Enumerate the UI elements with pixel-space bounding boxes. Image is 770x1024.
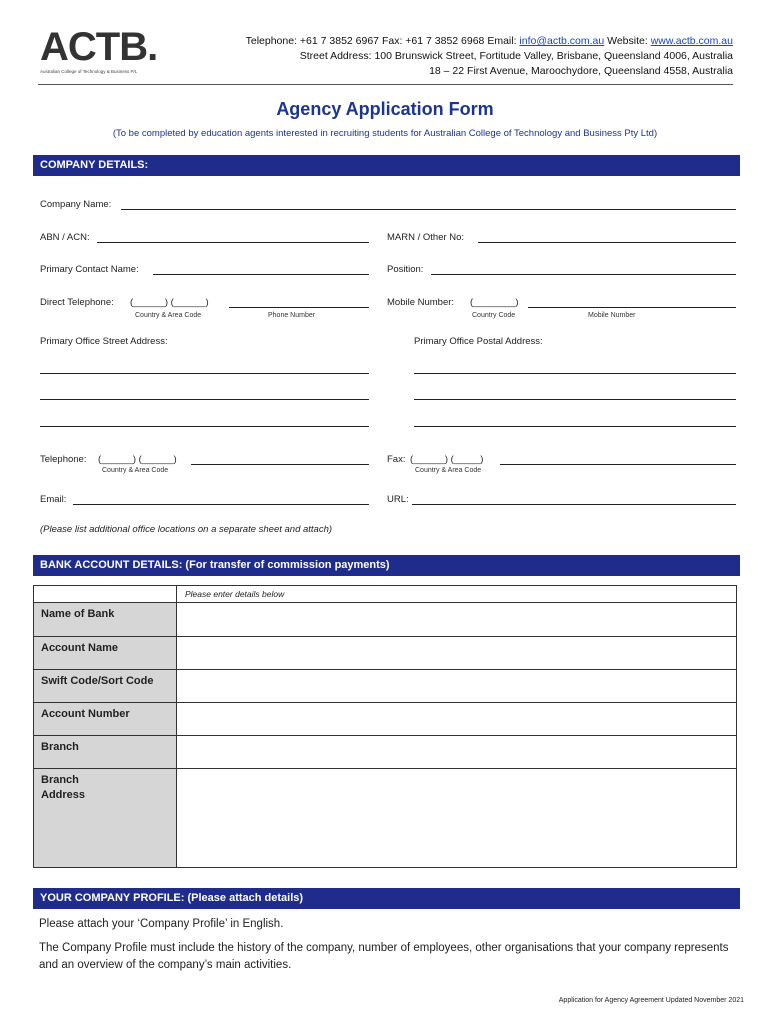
url-field[interactable]: [412, 504, 736, 505]
branch-input[interactable]: [177, 736, 736, 769]
contact-prefix: Telephone: +61 7 3852 6967 Fax: +61 7 3852 6968 Email:: [245, 35, 520, 47]
company-name-field[interactable]: [121, 209, 736, 210]
mobile-code-caption: Country Code: [472, 312, 516, 319]
mobile-number-label: Mobile Number:: [387, 297, 455, 308]
email-label: Email:: [40, 494, 67, 505]
postal-address-line-2[interactable]: [414, 399, 736, 400]
direct-tel-number-caption: Phone Number: [268, 312, 316, 319]
logo-subtext: Australian College of Technology & Business P/L: [40, 69, 138, 74]
table-value-column: [177, 603, 736, 867]
account-number-input[interactable]: [177, 703, 736, 736]
postal-address-line-1[interactable]: [414, 373, 736, 374]
additional-offices-note: (Please list additional office locations on a separate sheet and attach): [40, 524, 333, 535]
url-label: URL:: [387, 494, 409, 505]
fax-label: Fax:: [387, 454, 406, 465]
row-label-branch-address: Branch Address: [41, 774, 86, 801]
account-name-input[interactable]: [177, 637, 736, 670]
row-label-name-of-bank: Name of Bank: [34, 603, 176, 637]
row-label-account-number: Account Number: [34, 703, 176, 736]
street-address-label: Primary Office Street Address:: [40, 336, 168, 347]
bank-details-heading: BANK ACCOUNT DETAILS: (For transfer of commission payments): [33, 555, 740, 576]
profile-instruction-1: Please attach your ‘Company Profile’ in English.: [39, 918, 284, 930]
telephone-number-field[interactable]: [191, 464, 369, 465]
fax-number-field[interactable]: [500, 464, 736, 465]
row-label-swift-code: Swift Code/Sort Code: [34, 670, 176, 703]
street-address-line-2[interactable]: [40, 399, 369, 400]
table-label-column: [34, 603, 177, 867]
branch-address-input[interactable]: [177, 769, 736, 868]
postal-address-line-3[interactable]: [414, 426, 736, 427]
website-link[interactable]: www.actb.com.au: [650, 35, 733, 47]
company-profile-heading: YOUR COMPANY PROFILE: (Please attach details): [33, 888, 740, 909]
mobile-code-field[interactable]: (________): [470, 297, 519, 308]
email-field[interactable]: [73, 504, 369, 505]
page-title: Agency Application Form: [276, 99, 494, 119]
direct-telephone-label: Direct Telephone:: [40, 297, 114, 308]
page-footer: Application for Agency Agreement Updated November 2021: [558, 997, 744, 1004]
page-subtitle: (To be completed by education agents interested in recruiting students for Australian College of Technology and Business Pty Ltd): [112, 128, 658, 139]
bank-details-table: [33, 585, 737, 868]
email-link[interactable]: info@actb.com.au: [519, 35, 605, 47]
marn-field[interactable]: [478, 242, 736, 243]
direct-tel-code-caption: Country & Area Code: [135, 312, 202, 319]
company-details-heading: COMPANY DETAILS:: [33, 155, 740, 176]
fax-code-field[interactable]: (______) (_____): [410, 454, 484, 465]
header-divider: [38, 84, 733, 85]
row-label-branch: Branch: [34, 736, 176, 769]
position-field[interactable]: [431, 274, 736, 275]
company-name-label: Company Name:: [40, 199, 112, 210]
direct-tel-number-field[interactable]: [229, 307, 369, 308]
mobile-number-caption: Mobile Number: [588, 312, 636, 319]
postal-address-label: Primary Office Postal Address:: [414, 336, 543, 347]
header-street-address: Street Address: 100 Brunswick Street, Fortitude Valley, Brisbane, Queensland 4006, Australia: [299, 50, 733, 62]
abn-label: ABN / ACN:: [40, 232, 90, 243]
street-address-line-1[interactable]: [40, 373, 369, 374]
street-address-line-3[interactable]: [40, 426, 369, 427]
header-contact-line: [246, 35, 733, 47]
actb-logo: ACTB.: [40, 25, 158, 69]
telephone-label: Telephone:: [40, 454, 87, 465]
telephone-code-field[interactable]: (______) (______): [98, 454, 177, 465]
abn-field[interactable]: [97, 242, 369, 243]
position-label: Position:: [387, 264, 424, 275]
profile-instruction-2: The Company Profile must include the history of the company, number of employees, other organisations that your company represents and an overview of the company’s main activities.: [39, 942, 729, 971]
marn-label: MARN / Other No:: [387, 232, 465, 243]
swift-code-input[interactable]: [177, 670, 736, 703]
row-label-account-name: Account Name: [34, 637, 176, 670]
primary-contact-label: Primary Contact Name:: [40, 264, 139, 275]
primary-contact-field[interactable]: [153, 274, 369, 275]
fax-code-caption: Country & Area Code: [415, 467, 482, 474]
name-of-bank-input[interactable]: [177, 603, 736, 637]
mobile-number-field[interactable]: [528, 307, 736, 308]
header-second-address: 18 – 22 First Avenue, Maroochydore, Queensland 4558, Australia: [429, 65, 733, 77]
table-header-cell: Please enter details below: [177, 586, 736, 603]
direct-tel-code-field[interactable]: (______) (______): [130, 297, 209, 308]
table-corner-cell: [34, 586, 177, 603]
telephone-code-caption: Country & Area Code: [102, 467, 169, 474]
website-prefix: Website:: [604, 35, 651, 47]
